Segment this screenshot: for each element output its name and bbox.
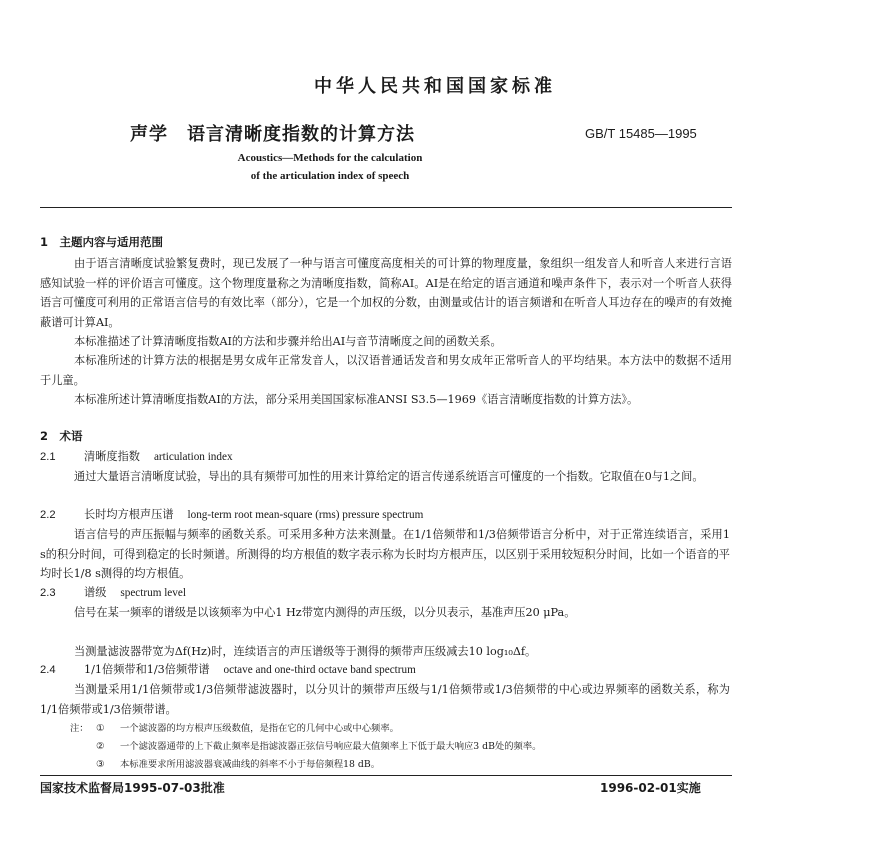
section-1-paragraph-1: 由于语言清晰度试验繁复费时，现已发展了一种与语言可懂度高度相关的可计算的物理度量，象组织一组发音人和听音人来进行言语感知试验一样的评价语言可懂度。这个物理度量称之为清晰度指数，简称AI。AI是在给定的语言通道和噪声条件下，表示对一个听音人获得语言可懂度可利用的正常语言信号的有效比率（部分），它是一个加权的分数，由测量或估计的语言频谱和在听音人耳边存在的噪声的有效掩蔽谱可计算AI。 xyxy=(40,257,732,329)
footer-divider xyxy=(40,775,732,776)
note-number: ② xyxy=(96,741,105,752)
term-cn: 长时均方根声压谱 xyxy=(84,508,174,521)
section-2-heading: 2 术语 xyxy=(40,429,83,443)
term-2-1 xyxy=(40,448,233,464)
term-2-3 xyxy=(40,584,186,600)
term-en: long-term root mean-square (rms) pressure spectrum xyxy=(187,509,424,521)
term-2-3-note: 当测量滤波器带宽为Δf(Hz)时，连续语言的声压谱级等于测得的频带声压级减去10 log₁₀Δf。 xyxy=(74,645,537,658)
standard-number: GB/T 15485—1995 xyxy=(585,126,697,141)
section-1-paragraph-2: 本标准描述了计算清晰度指数AI的方法和步骤并给出AI与音节清晰度之间的函数关系。 xyxy=(74,335,502,348)
term-en: articulation index xyxy=(153,451,233,463)
term-cn: 谱级 xyxy=(84,586,107,599)
term-number: 2.1 xyxy=(40,451,56,463)
term-number: 2.3 xyxy=(40,587,56,599)
term-number: 2.4 xyxy=(40,664,56,676)
term-2-4 xyxy=(40,661,416,677)
term-en: octave and one-third octave band spectrum xyxy=(223,664,416,676)
term-en: spectrum level xyxy=(120,587,186,599)
title-divider xyxy=(40,207,732,208)
effective-date: 1996-02-01实施 xyxy=(600,781,701,795)
term-2-1-definition: 通过大量语言清晰度试验，导出的具有频带可加性的用来计算给定的语言传递系统语言可懂度的一个指数。它取值在0与1之间。 xyxy=(74,470,704,483)
standard-category-header: 中华人民共和国国家标准 xyxy=(314,76,556,97)
note-text: 一个滤波器通带的上下截止频率是指滤波器正弦信号响应最大值频率上下低于最大响应3 dB处的频率。 xyxy=(120,741,542,752)
approval-date: 国家技术监督局1995-07-03批准 xyxy=(40,781,225,795)
section-1-paragraph-3: 本标准所述的计算方法的根据是男女成年正常发音人，以汉语普通话发音和男女成年正常听音人的平均结果。本方法中的数据不适用于儿童。 xyxy=(40,354,732,387)
note-1 xyxy=(70,720,399,734)
section-1-paragraph-4: 本标准所述计算清晰度指数AI的方法，部分采用美国国家标准ANSI S3.5—1969《语言清晰度指数的计算方法》。 xyxy=(74,393,639,406)
note-2 xyxy=(96,738,541,752)
note-text: 本标准要求所用滤波器衰减曲线的斜率不小于每倍频程18 dB。 xyxy=(120,759,380,770)
term-cn: 清晰度指数 xyxy=(84,450,140,463)
section-1-heading: 1 主题内容与适用范围 xyxy=(40,235,164,249)
notes-label: 注： xyxy=(70,723,89,734)
term-2-2 xyxy=(40,506,423,522)
term-2-3-definition: 信号在某一频率的谱级是以该频率为中心1 Hz带宽内测得的声压级，以分贝表示，基准声压20 μPa。 xyxy=(74,606,576,619)
note-3 xyxy=(96,756,380,770)
term-2-4-definition: 当测量采用1/1倍频带或1/3倍频带滤波器时，以分贝计的频带声压级与1/1倍频带或1/3倍频带的中心或边界频率的函数关系，称为1/1倍频带或1/3倍频带谱。 xyxy=(40,683,730,716)
note-text: 一个滤波器的均方根声压级数值，是指在它的几何中心或中心频率。 xyxy=(120,723,399,734)
document-title-en-line1: Acoustics—Methods for the calculation xyxy=(237,152,423,164)
term-number: 2.2 xyxy=(40,509,56,521)
note-number: ① xyxy=(96,723,105,734)
term-cn: 1/1倍频带和1/3倍频带谱 xyxy=(84,663,210,676)
term-2-2-definition: 语言信号的声压振幅与频率的函数关系。可采用多种方法来测量。在1/1倍频带和1/3倍频带语言分析中，对于正常连续语言，采用1 s的积分时间，可得到稳定的长时频谱。所测得的均方根值的数字表示称为长时均方根声压，以区别于采用较短积分时间，比如一个语音的平均时长1/8 s测得的均方根值。 xyxy=(40,528,730,580)
note-number: ③ xyxy=(96,759,105,770)
document-title-cn: 声学 语言清晰度指数的计算方法 xyxy=(130,124,415,145)
document-title-en-line2: of the articulation index of speech xyxy=(250,170,410,182)
